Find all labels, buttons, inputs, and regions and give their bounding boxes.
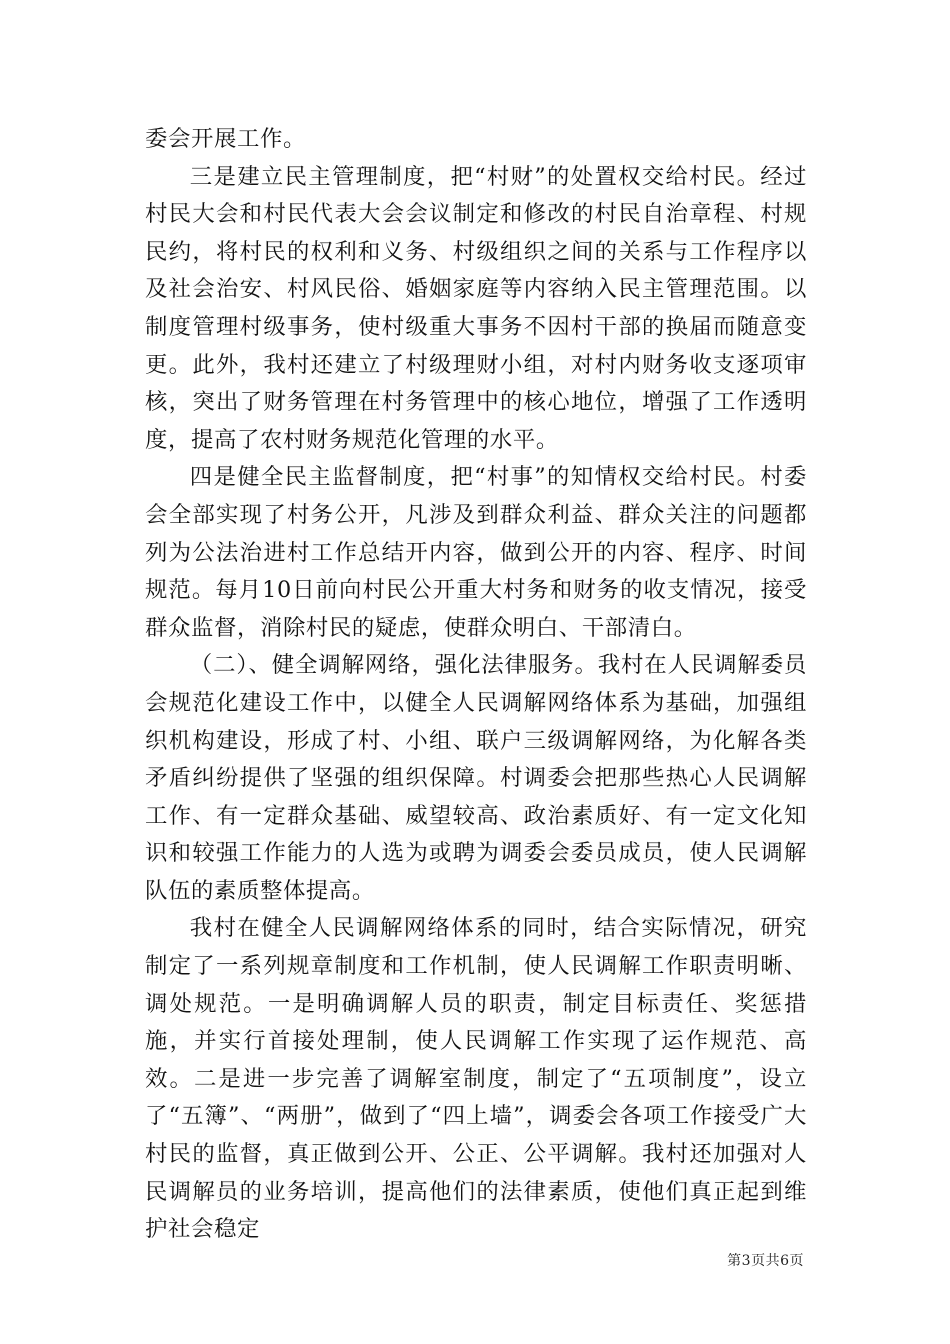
document-body (145, 121, 807, 1249)
paragraph-democratic-management: 三是建立民主管理制度，把“村财”的处置权交给村民。经过村民大会和村民代表大会会议制定和修改的村民自治章程、村规民约，将村民的权利和义务、村级组织之间的关系与工作程序以及社会治安、村风民俗、婚姻家庭等内容纳入民主管理范围。以制度管理村级事务，使村级重大事务不因村干部的换届而随意变更。此外，我村还建立了村级理财小组，对村内财务收支逐项审核，突出了财务管理在村务管理中的核心地位，增强了工作透明度，提高了农村财务规范化管理的水平。 (145, 163, 807, 453)
paragraph-mediation-rules: 我村在健全人民调解网络体系的同时，结合实际情况，研究制定了一系列规章制度和工作机制，使人民调解工作职责明晰、调处规范。一是明确调解人员的职责，制定目标责任、奖惩措施，并实行首接处理制，使人民调解工作实现了运作规范、高效。二是进一步完善了调解室制度，制定了“五项制度”，设立了“五簿”、“两册”，做到了“四上墙”，调委会各项工作接受广大村民的监督，真正做到公开、公正、公平调解。我村还加强对人民调解员的业务培训，提高他们的法律素质，使他们真正起到维护社会稳定 (145, 915, 807, 1243)
paragraph-continuation: 委会开展工作。 (145, 126, 306, 152)
paragraph-democratic-supervision: 四是健全民主监督制度，把“村事”的知情权交给村民。村委会全部实现了村务公开，凡涉及到群众利益、群众关注的问题都列为公法治进村工作总结开内容，做到公开的内容、程序、时间规范。每月10日前向村民公开重大村务和财务的收支情况，接受群众监督，消除村民的疑虑，使群众明白、干部清白。 (145, 464, 807, 641)
page-number-footer: 第3页共6页 (727, 1253, 804, 1269)
paragraph-mediation-network: （二）、健全调解网络，强化法律服务。我村在人民调解委员会规范化建设工作中，以健全人民调解网络体系为基础，加强组织机构建设，形成了村、小组、联户三级调解网络，为化解各类矛盾纠纷提供了坚强的组织保障。村调委会把那些热心人民调解工作、有一定群众基础、威望较高、政治素质好、有一定文化知识和较强工作能力的人选为或聘为调委会委员成员，使人民调解队伍的素质整体提高。 (145, 652, 807, 904)
